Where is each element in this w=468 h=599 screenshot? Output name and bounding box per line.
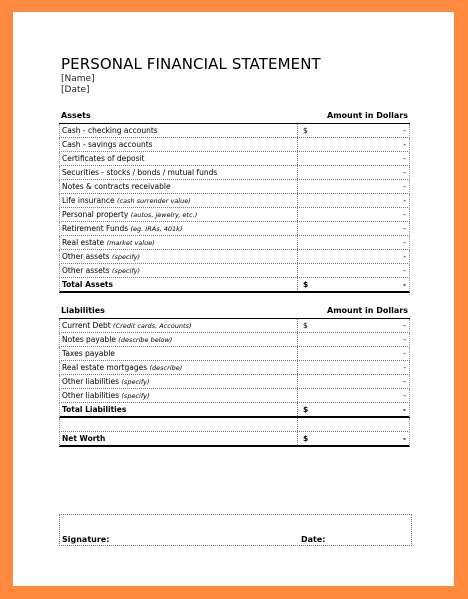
asset-row-label	[62, 140, 153, 149]
asset-row-label-text: Other assets	[62, 266, 112, 275]
asset-row-label	[62, 238, 155, 247]
liability-value: -	[403, 391, 406, 400]
net-worth-amount	[297, 432, 411, 445]
liability-row-note: (Credit cards, Accounts)	[113, 322, 192, 330]
asset-amount-cell[interactable]	[297, 222, 411, 235]
asset-value: -	[403, 126, 406, 135]
asset-value: -	[403, 266, 406, 275]
asset-amount-cell[interactable]	[297, 264, 411, 277]
total-assets-currency: $	[303, 280, 309, 289]
total-liabilities-label: Total Liabilities	[62, 405, 127, 414]
assets-amount-header: Amount in Dollars	[327, 111, 408, 120]
asset-value: -	[403, 252, 406, 261]
name-field[interactable]: [Name]	[61, 74, 95, 84]
liability-row	[59, 319, 410, 333]
total-liabilities-row	[59, 403, 410, 418]
asset-row-note: (specify)	[111, 267, 141, 275]
asset-row	[59, 222, 410, 236]
total-liabilities-value: -	[402, 405, 406, 414]
spacer-amount-cell[interactable]	[297, 418, 411, 431]
asset-row-label-text: Certificates of deposit	[62, 154, 145, 163]
signature-label: Signature:	[62, 535, 110, 544]
asset-row-label-text: Securities - stocks / bonds / mutual funds	[62, 168, 218, 177]
liability-amount-cell[interactable]	[297, 389, 411, 402]
asset-row-label	[62, 224, 182, 233]
asset-value: -	[403, 140, 406, 149]
liability-row-label-text: Taxes payable	[62, 349, 115, 358]
asset-value: -	[403, 168, 406, 177]
liability-row-label	[62, 321, 191, 330]
asset-value: -	[403, 196, 406, 205]
asset-row-label	[62, 266, 140, 275]
total-assets-value: -	[402, 280, 406, 289]
asset-value: -	[403, 182, 406, 191]
asset-row-label	[62, 182, 171, 191]
asset-row-label	[62, 252, 140, 261]
total-liabilities-currency: $	[303, 405, 309, 414]
liability-row	[59, 375, 410, 389]
liabilities-amount-header: Amount in Dollars	[327, 306, 408, 315]
liability-amount-cell[interactable]	[297, 319, 411, 332]
assets-rows	[59, 124, 410, 278]
liability-row-label-text: Current Debt	[62, 321, 114, 330]
asset-amount-cell[interactable]	[297, 250, 411, 263]
liability-value: -	[403, 363, 406, 372]
asset-row-label	[62, 168, 217, 177]
liability-row-label	[62, 363, 182, 372]
statement-sheet	[13, 12, 454, 586]
spacer-row	[59, 418, 410, 432]
assets-header	[59, 109, 410, 124]
asset-row-note: (cash surrender value)	[116, 197, 191, 205]
asset-row	[59, 138, 410, 152]
asset-row-label	[62, 210, 197, 219]
total-liabilities-amount	[297, 403, 411, 416]
asset-row-note: (autos, jewelry, etc.)	[130, 211, 198, 219]
liability-row	[59, 389, 410, 403]
liabilities-header	[59, 304, 410, 319]
net-worth-currency: $	[303, 434, 309, 443]
asset-row	[59, 264, 410, 278]
asset-row-label-text: Life insurance	[62, 196, 117, 205]
asset-amount-cell[interactable]	[297, 180, 411, 193]
liability-row-note: (specify)	[121, 392, 150, 400]
asset-amount-cell[interactable]	[297, 208, 411, 221]
asset-amount-cell[interactable]	[297, 236, 411, 249]
liability-row-label-text: Real estate mortgages	[62, 363, 150, 372]
liability-row-note: (describe)	[149, 364, 183, 372]
liability-row-label-text: Other liabilities	[62, 391, 122, 400]
total-assets-row	[59, 278, 410, 293]
asset-row-note: (market value)	[106, 239, 155, 247]
asset-value: -	[403, 224, 406, 233]
liability-amount-cell[interactable]	[297, 375, 411, 388]
total-assets-amount	[297, 278, 411, 291]
asset-row-label	[62, 126, 158, 135]
asset-row-label	[62, 196, 191, 205]
net-worth-label: Net Worth	[62, 434, 106, 443]
asset-value: -	[403, 210, 406, 219]
liabilities-section	[59, 304, 410, 447]
asset-row-label-text: Retirement Funds	[62, 224, 131, 233]
liabilities-header-label: Liabilities	[61, 306, 105, 315]
asset-value: -	[403, 238, 406, 247]
total-assets-label: Total Assets	[62, 280, 113, 289]
asset-row-label-text: Personal property	[62, 210, 131, 219]
asset-currency: $	[303, 126, 308, 135]
liability-row-label	[62, 391, 150, 400]
liability-value: -	[403, 321, 406, 330]
liability-value: -	[403, 349, 406, 358]
asset-amount-cell[interactable]	[297, 138, 411, 151]
liabilities-rows	[59, 319, 410, 403]
liability-row	[59, 333, 410, 347]
asset-amount-cell[interactable]	[297, 152, 411, 165]
liability-row-label	[62, 335, 172, 344]
liability-row-label	[62, 377, 150, 386]
date-field[interactable]: [Date]	[61, 85, 90, 95]
asset-row	[59, 124, 410, 138]
asset-row-label-text: Cash - savings accounts	[62, 140, 153, 149]
asset-row	[59, 236, 410, 250]
liability-amount-cell[interactable]	[297, 361, 411, 374]
signature-box[interactable]	[59, 514, 412, 546]
liability-row-note: (describe below)	[118, 336, 173, 344]
liability-row	[59, 361, 410, 375]
liability-row-note: (specify)	[121, 378, 150, 386]
asset-row-label-text: Notes & contracts receivable	[62, 182, 171, 191]
asset-row-label-text: Real estate	[62, 238, 107, 247]
assets-section	[59, 109, 410, 293]
asset-row-label-text: Other assets	[62, 252, 112, 261]
liability-value: -	[403, 335, 406, 344]
liability-row-label-text: Notes payable	[62, 335, 119, 344]
asset-row-label-text: Cash - checking accounts	[62, 126, 158, 135]
asset-row	[59, 152, 410, 166]
asset-row-label	[62, 154, 145, 163]
liability-row-label	[62, 349, 115, 358]
asset-row-note: (eg. IRAs, 401k)	[130, 225, 183, 233]
assets-header-label: Assets	[61, 111, 91, 120]
liability-amount-cell[interactable]	[297, 333, 411, 346]
asset-row	[59, 166, 410, 180]
liability-row-label-text: Other liabilities	[62, 377, 122, 386]
asset-row	[59, 180, 410, 194]
net-worth-row	[59, 432, 410, 447]
asset-amount-cell[interactable]	[297, 166, 411, 179]
signature-date-label: Date:	[301, 535, 326, 544]
liability-value: -	[403, 377, 406, 386]
liability-currency: $	[303, 321, 308, 330]
liability-amount-cell[interactable]	[297, 347, 411, 360]
asset-amount-cell[interactable]	[297, 194, 411, 207]
asset-row	[59, 194, 410, 208]
asset-row-note: (specify)	[111, 253, 141, 261]
net-worth-value: -	[402, 434, 406, 443]
asset-amount-cell[interactable]	[297, 124, 411, 137]
asset-row	[59, 250, 410, 264]
asset-value: -	[403, 154, 406, 163]
asset-row	[59, 208, 410, 222]
document-title: PERSONAL FINANCIAL STATEMENT	[61, 55, 321, 73]
liability-row	[59, 347, 410, 361]
